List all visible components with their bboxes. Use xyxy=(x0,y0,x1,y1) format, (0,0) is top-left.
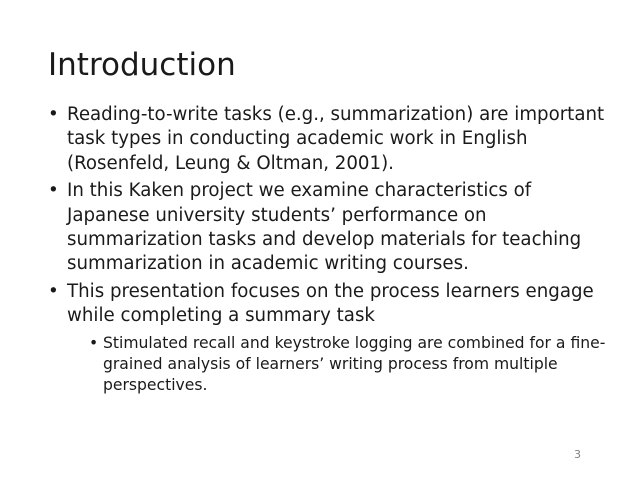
bullet-list xyxy=(48,103,608,399)
sub-bullet-item xyxy=(89,333,608,396)
slide-title: Introduction xyxy=(48,47,236,83)
bullet-item xyxy=(48,179,608,277)
bullet-marker: • xyxy=(48,280,59,302)
bullet-item xyxy=(48,280,608,396)
bullet-text: Reading-to-write tasks (e.g., summarization) are important task types in conducting academic work in English (Rosenfeld, Leung & Oltman, 2001). xyxy=(67,104,605,174)
bullet-marker: • xyxy=(48,104,59,125)
sub-bullet-text: Stimulated recall and keystroke logging are combined for a fine-grained analysis of learners’ writing process from multiple perspectives. xyxy=(103,333,606,394)
bullet-text: This presentation focuses on the process learners engage while completing a summary task xyxy=(67,280,594,327)
bullet-text: In this Kaken project we examine characteristics of Japanese university students’ performance on summarization tasks and develop materials for teaching summarization in academic writing courses. xyxy=(67,180,582,275)
bullet-item xyxy=(48,103,608,176)
sub-bullet-marker: • xyxy=(89,333,99,352)
page-number: 3 xyxy=(574,448,581,461)
sub-bullet-list xyxy=(67,333,608,396)
bullet-marker: • xyxy=(48,180,59,202)
